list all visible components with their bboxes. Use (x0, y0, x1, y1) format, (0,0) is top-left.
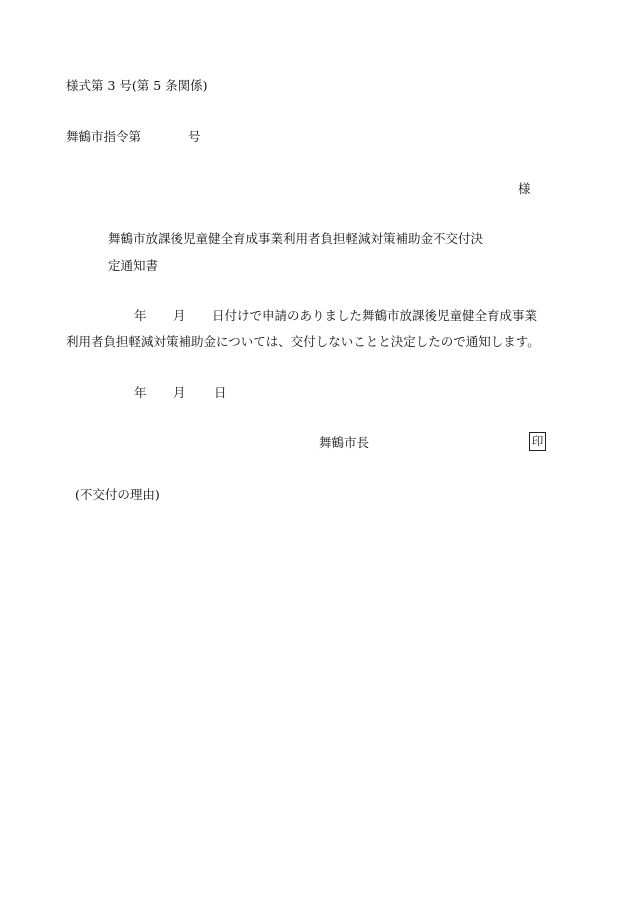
reason-label: (不交付の理由) (75, 487, 160, 502)
body-year-label: 年 (134, 308, 147, 323)
document-number-suffix: 号 (188, 129, 201, 144)
date-day-label: 日 (214, 385, 227, 400)
body-line-1-text: 日付けで申請のありました舞鶴市放課後児童健全育成事業 (212, 308, 538, 323)
body-month-label: 月 (173, 308, 186, 323)
seal-stamp: 印 (529, 432, 546, 451)
document-number (66, 129, 201, 145)
addressee-suffix: 様 (518, 181, 531, 196)
date-year-label: 年 (134, 385, 147, 400)
body-line-2: 利用者負担軽減対策補助金については、交付しないことと決定したので通知します。 (66, 334, 540, 349)
mayor-signature: 舞鶴市長 (319, 435, 370, 450)
document-number-prefix: 舞鶴市指令第 (66, 129, 142, 144)
date-month-label: 月 (173, 385, 186, 400)
document-title-line-1: 舞鶴市放課後児童健全育成事業利用者負担軽減対策補助金不交付決 (108, 231, 484, 246)
document-title-line-2: 定通知書 (108, 258, 159, 273)
form-label: 様式第 3 号(第 5 条関係) (66, 78, 208, 93)
